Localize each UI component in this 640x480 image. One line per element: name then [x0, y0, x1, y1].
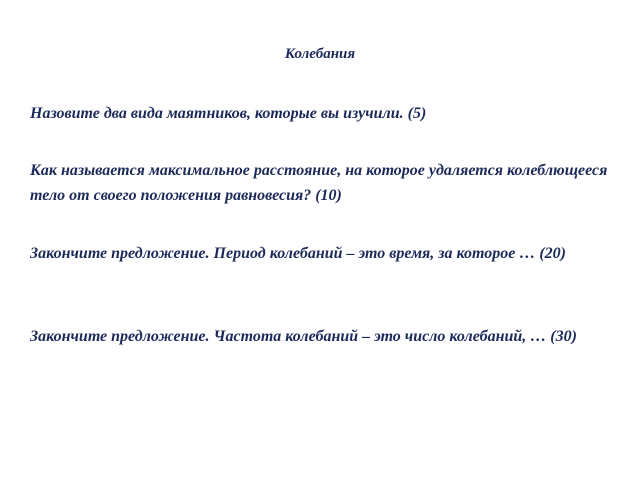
slide-title: Колебания: [284, 46, 356, 62]
question-4: Закончите предложение. Частота колебаний – это число колебаний, … (30): [30, 328, 577, 345]
question-1: Назовите два вида маятников, которые вы изучили. (5): [30, 105, 427, 122]
question-3: Закончите предложение. Период колебаний – это время, за которое … (20): [30, 245, 567, 262]
question-2: Как называется максимальное расстояние, на которое удаляется колеблющееся тело от своего положения равновесия? (10): [30, 162, 608, 204]
